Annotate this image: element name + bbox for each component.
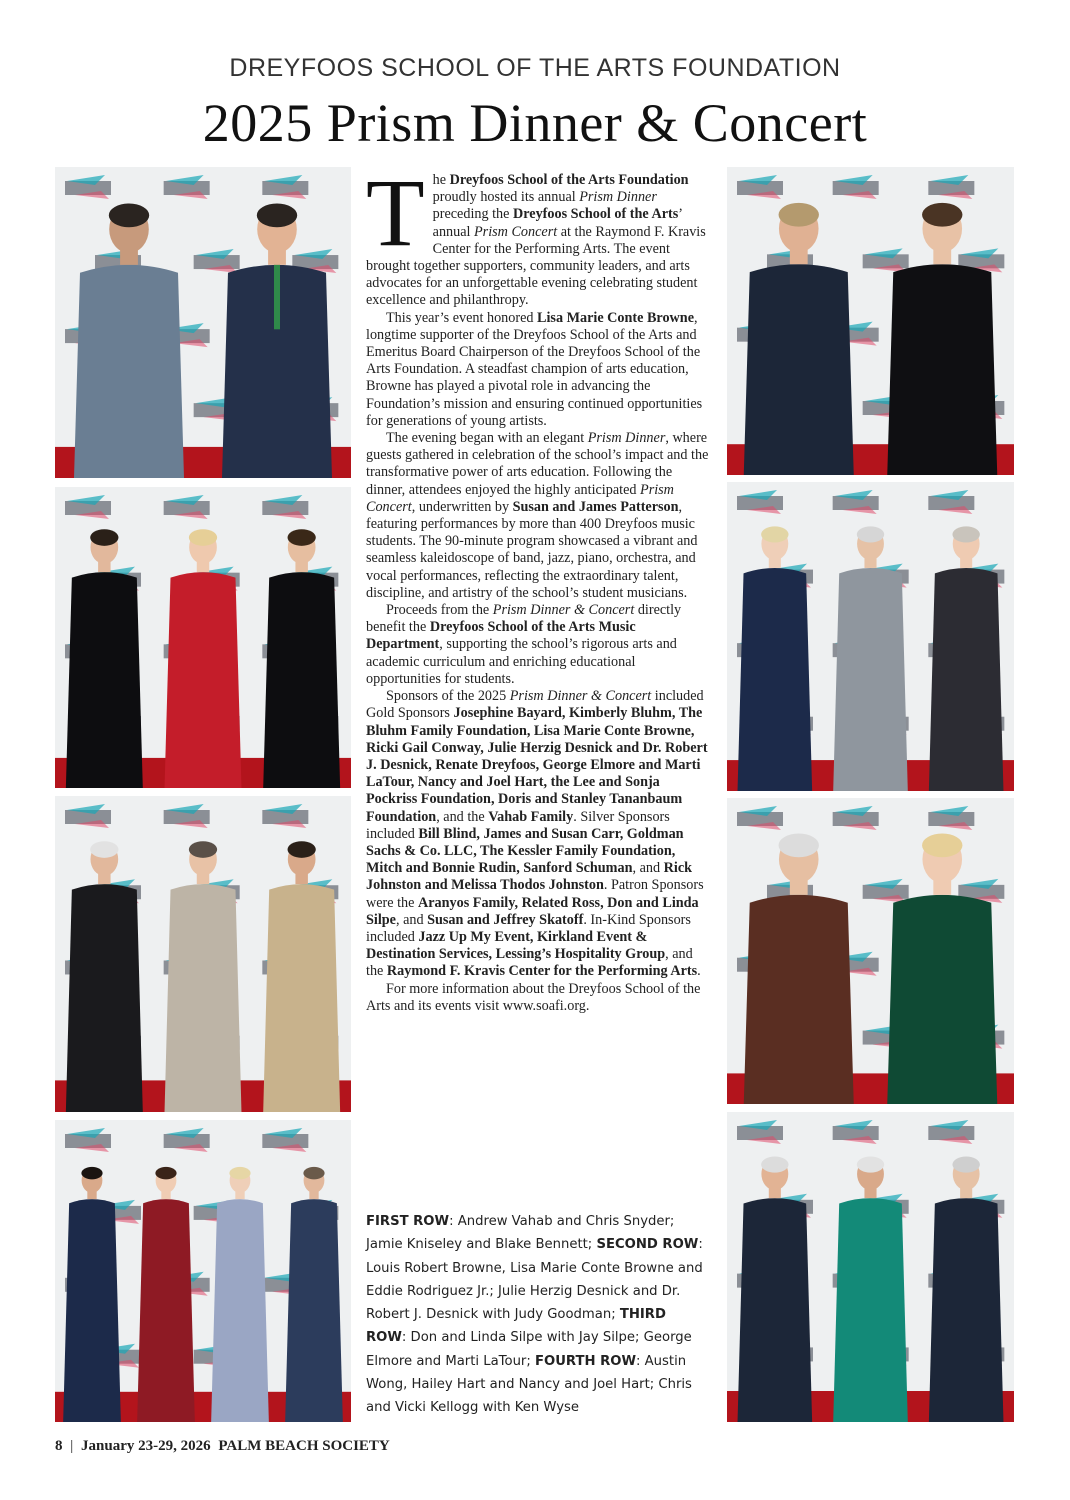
event-photo	[727, 1112, 1014, 1422]
text-run: proudly hosted its annual	[432, 189, 580, 206]
italic-text: Prism Concert	[474, 223, 558, 240]
footer-separator: |	[70, 1438, 74, 1454]
bold-text: FIRST ROW	[366, 1214, 450, 1229]
text-run: , where guests gathered in celebration of the school’s impact and the transformative power of arts education. Following the dinner, attendees enjoyed the highly anticipated	[366, 430, 709, 498]
italic-text: Prism Dinner & Concert	[492, 602, 635, 619]
photo-captions	[366, 1210, 710, 1420]
page-footer	[55, 1438, 390, 1455]
bold-text: Susan and James Patterson	[512, 498, 679, 515]
italic-text: Prism Dinner	[579, 189, 657, 206]
event-photo	[55, 487, 351, 788]
photo-second-row-left	[55, 487, 351, 788]
article-paragraph	[366, 310, 710, 430]
text-run: , underwritten by	[411, 498, 513, 515]
bold-text: SECOND ROW	[596, 1237, 699, 1253]
text-run: Proceeds from the	[386, 602, 493, 619]
event-photo	[55, 167, 351, 478]
text-run: , longtime supporter of the Dreyfoos School of the Arts and Emeritus Board Chairperson of the Dreyfoos School of the Arts Foundation. A steadfast champion of arts education, Browne has played a pivotal role in advancing the Foundation’s mission and ensuring continued opportunities for generations of young artists.	[366, 309, 703, 429]
article-paragraph	[366, 981, 710, 1015]
text-run: For more information about the Dreyfoos School of the Arts and its events visit www.soafi.org.	[366, 980, 701, 1014]
bold-text: Aranyos Family, Related Ross, Don and Linda Silpe	[366, 894, 699, 928]
text-run: . In-Kind Sponsors included	[366, 911, 691, 945]
bold-text: Jazz Up My Event, Kirkland Event & Destination Services, Lessing’s Hospitality Group	[366, 928, 666, 963]
text-run: , featuring performances by more than 400 Dreyfoos music students. The 90-minute program showcased a vibrant and seamless kaleidoscope of band, jazz, piano, orchestra, and vocal performances, reflecting the extraordinary talent, discipline, and artistry of the school’s student musicians.	[366, 498, 698, 601]
photo-fourth-row-right	[727, 1112, 1014, 1422]
bold-text: Rick Johnston and Melissa Thodos Johnston	[366, 860, 693, 894]
text-run: . Silver Sponsors included	[366, 808, 670, 842]
bold-text: FOURTH ROW	[534, 1353, 637, 1369]
text-run: preceding the	[432, 206, 513, 223]
text-run: .	[697, 963, 701, 980]
article-paragraph	[366, 602, 710, 688]
italic-text: Prism Dinner & Concert	[509, 688, 652, 705]
page-number: 8	[55, 1438, 63, 1454]
bold-text: Raymond F. Kravis Center for the Performing Arts	[386, 963, 698, 980]
event-photo	[727, 167, 1014, 475]
bold-text: Bill Blind, James and Susan Carr, Goldman Sachs & Co. LLC, The Kessler Family Foundation, Mitch and Bonnie Rudin, Sanford Schuman	[366, 825, 684, 877]
photo-third-row-left	[55, 796, 351, 1112]
text-run: at the Raymond F. Kravis Center for the Performing Arts. The event brought together supporters, community leaders, and arts advocates for an unforgettable evening celebrating student excellence and philanthropy.	[366, 223, 706, 309]
photo-first-row-right	[727, 167, 1014, 475]
bold-text: Lisa Marie Conte Browne	[537, 309, 694, 326]
issue-date: January 23-29, 2026	[81, 1438, 211, 1454]
photo-fourth-row-left	[55, 1120, 351, 1422]
text-run: : Louis Robert Browne, Lisa Marie Conte Browne and Eddie Rodriguez Jr.; Julie Herzig Desnick and Dr. Robert J. Desnick with Judy Goodman;	[366, 1237, 703, 1323]
drop-cap: T	[366, 159, 425, 266]
text-run: , and	[632, 860, 664, 877]
section-kicker: DREYFOOS SCHOOL OF THE ARTS FOUNDATION	[229, 54, 841, 82]
text-run: , and	[395, 911, 428, 928]
bold-text: Josephine Bayard, Kimberly Bluhm, The Bluhm Family Foundation, Lisa Marie Conte Browne, Ricki Gail Conway, Julie Herzig Desnick and Dr. Robert J. Desnick, Renate Dreyfoos, George Elmore and Marti LaTour, Nancy and Joel Hart, the Lee and Sonja Pockriss Foundation, Doris and Stanley Tananbaum Foundation	[366, 705, 708, 825]
event-photo	[727, 482, 1014, 791]
text-run: , and the	[366, 946, 693, 980]
text-run: The evening began with an elegant	[386, 430, 588, 447]
italic-text: Prism Concert	[366, 481, 674, 515]
text-run: , supporting the school’s rigorous arts and academic curriculum and enriching educational opportunities for students.	[366, 636, 677, 687]
text-run: : Austin Wong, Hailey Hart and Nancy and Joel Hart; Chris and Vicki Kellogg with Ken Wyse	[366, 1353, 692, 1416]
article-paragraph	[366, 159, 710, 310]
text-run: , and the	[436, 808, 489, 825]
bold-text: Susan and Jeffrey Skatoff	[427, 911, 584, 928]
bold-text: Dreyfoos School of the Arts	[513, 206, 679, 223]
text-run: This year’s event honored	[386, 309, 538, 326]
text-run: ’ annual	[432, 206, 682, 240]
bold-text: Dreyfoos School of the Arts Foundation	[449, 172, 689, 188]
text-run: directly benefit the	[366, 602, 682, 636]
text-run: . Patron Sponsors were the	[366, 877, 704, 911]
event-photo	[727, 798, 1014, 1104]
photo-first-row-left	[55, 167, 351, 478]
text-run: included Gold Sponsors	[366, 688, 704, 722]
article-paragraph	[366, 688, 710, 980]
page-title: 2025 Prism Dinner & Concert	[202, 93, 868, 153]
event-photo	[55, 1120, 351, 1422]
text-run: he	[432, 172, 450, 188]
bold-text: Dreyfoos School of the Arts Music Department	[366, 619, 636, 653]
text-run: : Andrew Vahab and Chris Snyder; Jamie Kniseley and Blake Bennett;	[366, 1214, 675, 1253]
italic-text: Prism Dinner	[587, 430, 666, 447]
bold-text: Vahab Family	[488, 808, 574, 825]
text-run: Sponsors of the 2025	[386, 688, 510, 705]
event-photo	[55, 796, 351, 1112]
photo-second-row-right	[727, 482, 1014, 791]
publication-name: PALM BEACH SOCIETY	[218, 1438, 390, 1454]
bold-text: THIRD ROW	[366, 1307, 666, 1346]
article-paragraph	[366, 430, 710, 602]
photo-third-row-right	[727, 798, 1014, 1104]
text-run: : Don and Linda Silpe with Jay Silpe; George Elmore and Marti LaTour;	[366, 1330, 692, 1369]
article-body	[366, 159, 710, 1015]
